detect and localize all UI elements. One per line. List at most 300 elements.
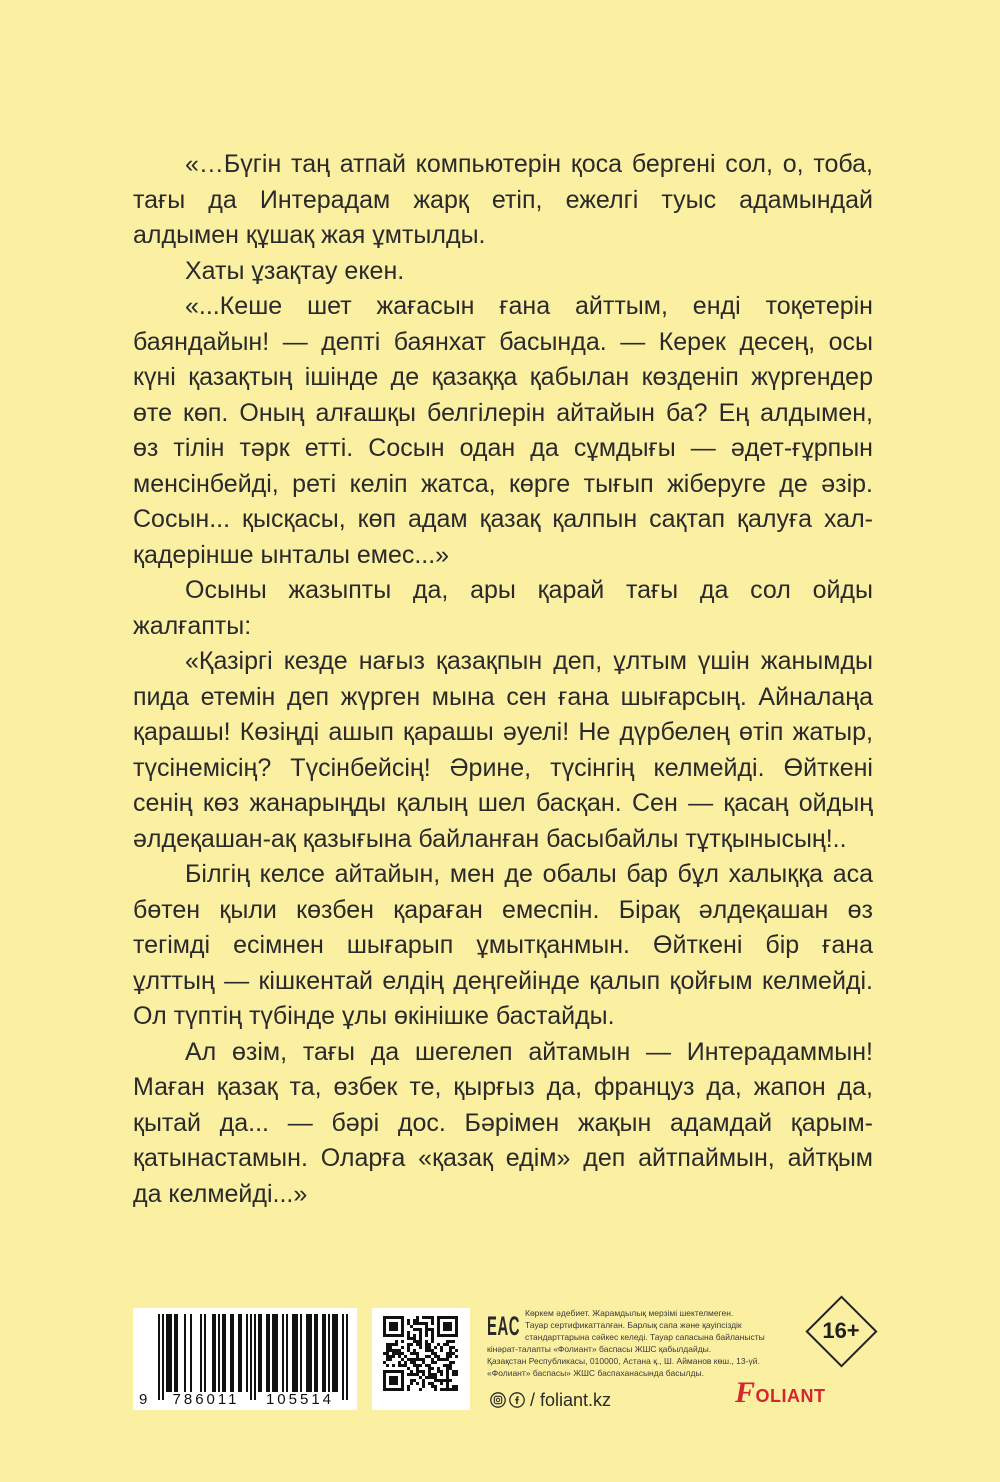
barcode-bar [218, 1314, 220, 1392]
text-line: Маған қазақ та, өзбек те, қырғыз да, француз да, жапон да, [133, 1073, 873, 1101]
text-line: қытай да... — бәрі дос. Бәрімен жақын адамдай қарым- [133, 1108, 873, 1137]
qr-module [410, 1370, 413, 1373]
text-line: Білгің келсе айтайын, мен де обалы бар бұл халыққа аса [185, 860, 873, 888]
qr-module [425, 1376, 428, 1379]
qr-module [422, 1358, 425, 1361]
qr-module [455, 1316, 458, 1319]
qr-module [410, 1382, 413, 1385]
qr-module [386, 1355, 389, 1358]
qr-module [422, 1316, 425, 1319]
qr-module [383, 1331, 386, 1334]
qr-module [392, 1325, 395, 1328]
qr-module [440, 1379, 443, 1382]
qr-module [422, 1370, 425, 1373]
barcode-bar [332, 1314, 334, 1392]
barcode-bar [334, 1314, 336, 1392]
qr-module [413, 1319, 416, 1322]
qr-module [413, 1349, 416, 1352]
qr-module [398, 1355, 401, 1358]
text-line: тегімді есімнен шығарып ұмытқанмын. Өйткені бір ғана [133, 931, 873, 959]
qr-module [395, 1370, 398, 1373]
text-line: «…Бүгін таң атпай компьютерін қоса бергені сол, о, тоба, [185, 150, 873, 178]
qr-module [452, 1373, 455, 1376]
qr-module [449, 1334, 452, 1337]
qr-module [428, 1364, 431, 1367]
qr-module [383, 1370, 386, 1373]
qr-module [431, 1322, 434, 1325]
qr-module [392, 1316, 395, 1319]
qr-module [389, 1343, 392, 1346]
barcode-bar [250, 1314, 252, 1400]
qr-module [431, 1331, 434, 1334]
qr-module [413, 1379, 416, 1382]
text-line: пида етемін деп жүрген мына сен ғана шығарсың. Айналаңа [133, 682, 873, 711]
qr-module [419, 1358, 422, 1361]
text-line: Хаты ұзақтау екен. [185, 256, 405, 285]
qr-module [425, 1349, 428, 1352]
qr-module [419, 1346, 422, 1349]
qr-module [407, 1346, 410, 1349]
qr-module [449, 1322, 452, 1325]
qr-module [407, 1358, 410, 1361]
social-links [490, 1390, 611, 1410]
qr-module [431, 1319, 434, 1322]
barcode-bar [232, 1314, 234, 1392]
qr-module [419, 1388, 422, 1391]
qr-module [410, 1373, 413, 1376]
qr-module [443, 1358, 446, 1361]
qr-module [443, 1325, 446, 1328]
qr-module [383, 1322, 386, 1325]
qr-module [398, 1364, 401, 1367]
qr-module [443, 1388, 446, 1391]
qr-module [386, 1316, 389, 1319]
qr-module [395, 1382, 398, 1385]
qr-module [449, 1346, 452, 1349]
text-line: «Қазіргі кезде нағыз қазақпын деп, ұлтым үшін жанымды [185, 647, 873, 675]
qr-module [401, 1325, 404, 1328]
qr-module [392, 1334, 395, 1337]
barcode-bar [300, 1314, 302, 1392]
qr-module [401, 1358, 404, 1361]
barcode-bar [272, 1314, 274, 1392]
qr-module [431, 1376, 434, 1379]
qr-module [419, 1343, 422, 1346]
qr-module [404, 1361, 407, 1364]
qr-module [431, 1352, 434, 1355]
barcode-bar [230, 1314, 232, 1392]
qr-module [410, 1343, 413, 1346]
qr-module [425, 1316, 428, 1319]
qr-module [425, 1340, 428, 1343]
qr-module [401, 1316, 404, 1319]
qr-module [413, 1361, 416, 1364]
qr-module [446, 1373, 449, 1376]
text-line: Ал өзім, тағы да шегелеп айтамын — Интерадаммын! [185, 1037, 873, 1066]
text-line: өз тілін тәрк етті. Сосын одан да сұмдығы — әдет-ғұрпын [133, 434, 873, 462]
qr-module [386, 1364, 389, 1367]
qr-module [419, 1322, 422, 1325]
text-line: Сосын... қысқасы, көп адам қазақ қалпын сақтап қалуға хал- [133, 505, 873, 533]
text-line: сенің көз жанарыңды қалың шел басқан. Сен — қасаң ойдың [133, 789, 873, 817]
qr-module [386, 1343, 389, 1346]
barcode-bar [240, 1314, 242, 1392]
qr-module [389, 1349, 392, 1352]
qr-module [428, 1316, 431, 1319]
text-line: өте көп. Оның алғашқы белгілерін айтайын ба? Ең алдымен, [133, 398, 873, 427]
barcode-bar [306, 1314, 308, 1392]
legal-text-line: «Фолиант» баспасы» ЖШС баспаханасында басылды. [487, 1368, 704, 1378]
barcode-bar [222, 1314, 224, 1392]
qr-module [404, 1364, 407, 1367]
barcode-bar [336, 1314, 338, 1392]
qr-module [425, 1325, 428, 1328]
qr-module [401, 1322, 404, 1325]
qr-module [437, 1358, 440, 1361]
qr-module [452, 1352, 455, 1355]
qr-module [446, 1343, 449, 1346]
qr-module [413, 1364, 416, 1367]
barcode-bar [274, 1314, 276, 1392]
barcode-bar [328, 1314, 330, 1392]
paragraph [133, 289, 873, 573]
qr-module [449, 1325, 452, 1328]
qr-module [419, 1331, 422, 1334]
qr-module [428, 1328, 431, 1331]
qr-module [398, 1334, 401, 1337]
qr-module [395, 1352, 398, 1355]
text-line: да келмейді...» [133, 1179, 308, 1208]
qr-module [446, 1328, 449, 1331]
barcode-bar [292, 1314, 294, 1392]
qr-module [452, 1388, 455, 1391]
qr-module [428, 1349, 431, 1352]
qr-module [389, 1382, 392, 1385]
barcode-bar [214, 1314, 216, 1392]
qr-module [383, 1373, 386, 1376]
qr-module [401, 1352, 404, 1355]
qr-module [455, 1334, 458, 1337]
qr-module [437, 1328, 440, 1331]
qr-module [428, 1355, 431, 1358]
qr-module [434, 1376, 437, 1379]
barcode-bar [204, 1314, 206, 1392]
qr-module [437, 1343, 440, 1346]
qr-module [431, 1328, 434, 1331]
qr-module [443, 1322, 446, 1325]
qr-module [437, 1331, 440, 1334]
qr-module [434, 1373, 437, 1376]
isbn-barcode [133, 1308, 357, 1410]
qr-module [389, 1370, 392, 1373]
qr-module [407, 1322, 410, 1325]
qr-module [401, 1331, 404, 1334]
qr-module [413, 1373, 416, 1376]
qr-module [401, 1385, 404, 1388]
text-line: жалғапты: [133, 611, 252, 640]
qr-module [428, 1373, 431, 1376]
qr-module [389, 1334, 392, 1337]
barcode-bar [168, 1314, 170, 1392]
qr-module [416, 1373, 419, 1376]
paragraph [133, 857, 873, 1035]
qr-module [431, 1385, 434, 1388]
qr-module [431, 1316, 434, 1319]
qr-module [407, 1388, 410, 1391]
qr-module [395, 1316, 398, 1319]
qr-module [431, 1349, 434, 1352]
qr-module [455, 1349, 458, 1352]
qr-module [416, 1367, 419, 1370]
barcode-bar [170, 1314, 172, 1392]
qr-module [383, 1319, 386, 1322]
qr-module [440, 1334, 443, 1337]
qr-module [389, 1316, 392, 1319]
qr-module [383, 1328, 386, 1331]
qr-module [413, 1337, 416, 1340]
qr-module [422, 1373, 425, 1376]
qr-module [395, 1388, 398, 1391]
qr-module [431, 1382, 434, 1385]
qr-module [410, 1337, 413, 1340]
qr-module [395, 1322, 398, 1325]
qr-module [443, 1316, 446, 1319]
qr-module [425, 1322, 428, 1325]
qr-module [407, 1331, 410, 1334]
qr-module [395, 1325, 398, 1328]
qr-module [452, 1346, 455, 1349]
qr-module [425, 1334, 428, 1337]
legal-text-line: Тауар сертификатталған. Барлық сапа және қауіпсіздік [525, 1320, 742, 1330]
qr-module [452, 1340, 455, 1343]
barcode-bar [346, 1314, 348, 1400]
qr-module [383, 1361, 386, 1364]
barcode-bar [308, 1314, 310, 1392]
qr-module [422, 1382, 425, 1385]
qr-module [389, 1388, 392, 1391]
text-line: менсінбейді, реті келіп жатса, көрге тығып жіберуге де әзір. [133, 469, 873, 498]
qr-module [410, 1361, 413, 1364]
qr-module [419, 1370, 422, 1373]
qr-module [389, 1325, 392, 1328]
barcode-bar [190, 1314, 192, 1392]
qr-module [407, 1385, 410, 1388]
barcode-bar [286, 1314, 288, 1392]
qr-module [413, 1352, 416, 1355]
qr-module [386, 1352, 389, 1355]
qr-module [440, 1358, 443, 1361]
qr-module [407, 1349, 410, 1352]
qr-module [434, 1346, 437, 1349]
text-line: «...Кеше шет жағасын ғана айттым, енді тоқетерін [185, 292, 873, 320]
qr-module [425, 1328, 428, 1331]
barcode-bar [176, 1314, 178, 1392]
qr-module [401, 1376, 404, 1379]
qr-module [455, 1370, 458, 1373]
legal-text-line: стандарттарына сәйкес келеді. Тауар сапасына байланысты [525, 1332, 765, 1342]
legal-text-line: кінәрат-талапты «Фолиант» баспасы ЖШС қабылдайды. [487, 1344, 712, 1354]
qr-module [407, 1337, 410, 1340]
qr-module [455, 1319, 458, 1322]
qr-module [407, 1373, 410, 1376]
qr-module [398, 1349, 401, 1352]
qr-module [449, 1352, 452, 1355]
qr-module [446, 1382, 449, 1385]
qr-module [440, 1373, 443, 1376]
qr-module [455, 1355, 458, 1358]
qr-module [401, 1379, 404, 1382]
qr-module [428, 1376, 431, 1379]
qr-module [431, 1361, 434, 1364]
qr-module [419, 1328, 422, 1331]
qr-module [446, 1352, 449, 1355]
qr-module [446, 1364, 449, 1367]
qr-module [395, 1379, 398, 1382]
text-line: бөтен қыли көзбен қараған емеспін. Бірақ әлдеқашан өз [133, 895, 873, 924]
qr-module [401, 1346, 404, 1349]
barcode-digits-right: 105514 [265, 1391, 335, 1408]
barcode-bar [246, 1314, 248, 1392]
qr-module [443, 1343, 446, 1346]
barcode-bar [282, 1314, 284, 1392]
qr-module [434, 1388, 437, 1391]
qr-module [392, 1349, 395, 1352]
qr-module [392, 1328, 395, 1331]
barcode-bar [254, 1314, 256, 1400]
qr-module [422, 1361, 425, 1364]
qr-module [422, 1385, 425, 1388]
qr-module [392, 1355, 395, 1358]
qr-module [413, 1358, 416, 1361]
qr-code-icon [383, 1316, 458, 1391]
qr-module [437, 1367, 440, 1370]
qr-module [386, 1358, 389, 1361]
qr-module [437, 1334, 440, 1337]
qr-module [383, 1316, 386, 1319]
legal-text-line: Көркем әдебиет. Жарамдылық мерзімі шектелмеген. [525, 1308, 734, 1318]
qr-module [446, 1325, 449, 1328]
qr-module [446, 1322, 449, 1325]
qr-module [416, 1316, 419, 1319]
qr-module [416, 1355, 419, 1358]
qr-module [452, 1385, 455, 1388]
barcode-bar [310, 1314, 312, 1392]
qr-module [446, 1355, 449, 1358]
qr-module [395, 1349, 398, 1352]
qr-module [401, 1388, 404, 1391]
qr-module [407, 1334, 410, 1337]
age-rating-label: 16+ [822, 1318, 860, 1343]
qr-module [386, 1334, 389, 1337]
qr-module [401, 1373, 404, 1376]
qr-module [437, 1316, 440, 1319]
qr-module [398, 1316, 401, 1319]
qr-module [455, 1373, 458, 1376]
qr-module [386, 1370, 389, 1373]
text-line: ұлттың — кішкентай елдің деңгейінде қалып қойғым келмейді. [133, 966, 873, 995]
qr-module [422, 1379, 425, 1382]
qr-module [401, 1340, 404, 1343]
text-line: тағы да Интерадам жарқ етіп, ежелгі туыс адамындай [133, 185, 873, 214]
book-excerpt [133, 147, 873, 1212]
qr-module [395, 1340, 398, 1343]
qr-module [404, 1355, 407, 1358]
qr-module [386, 1346, 389, 1349]
paragraph [133, 573, 873, 644]
text-line: алдымен құшақ жая ұмтылды. [133, 221, 486, 249]
qr-module [449, 1361, 452, 1364]
legal-info [487, 1307, 797, 1379]
qr-module [413, 1328, 416, 1331]
qr-module [440, 1349, 443, 1352]
qr-module [416, 1352, 419, 1355]
qr-module [434, 1379, 437, 1382]
qr-module [425, 1346, 428, 1349]
qr-module [407, 1343, 410, 1346]
qr-module [437, 1319, 440, 1322]
qr-module [434, 1361, 437, 1364]
qr-module [383, 1325, 386, 1328]
qr-module [452, 1316, 455, 1319]
qr-module [416, 1364, 419, 1367]
qr-module [389, 1322, 392, 1325]
qr-module [455, 1388, 458, 1391]
qr-module [455, 1328, 458, 1331]
qr-module [395, 1343, 398, 1346]
qr-module [449, 1388, 452, 1391]
qr-module [449, 1340, 452, 1343]
publisher-logo: FOLIANT [735, 1376, 826, 1409]
text-line: күні қазақтың ішінде де қазаққа қабылан көзденіп жүргендер [133, 363, 873, 391]
qr-module [431, 1358, 434, 1361]
qr-module [446, 1316, 449, 1319]
barcode-bar [266, 1314, 268, 1392]
qr-module [410, 1352, 413, 1355]
qr-module [449, 1379, 452, 1382]
qr-module [419, 1376, 422, 1379]
qr-code-box [372, 1308, 470, 1410]
qr-module [446, 1334, 449, 1337]
qr-module [413, 1340, 416, 1343]
qr-module [395, 1376, 398, 1379]
qr-module [434, 1385, 437, 1388]
qr-module [410, 1379, 413, 1382]
qr-module [446, 1340, 449, 1343]
qr-module [416, 1370, 419, 1373]
qr-module [392, 1376, 395, 1379]
age-rating-badge [805, 1295, 877, 1367]
qr-module [401, 1382, 404, 1385]
qr-module [431, 1367, 434, 1370]
barcode-bar [294, 1314, 296, 1392]
barcode-bar [162, 1314, 164, 1400]
legal-text-line: Қазақстан Республикасы, 010000, Астана қ., Ш. Айманов көш., 13-үй. [487, 1356, 760, 1366]
qr-module [452, 1370, 455, 1373]
qr-module [434, 1352, 437, 1355]
barcode-bar [158, 1314, 160, 1400]
barcode-digits-left: 786011 [172, 1391, 240, 1408]
qr-module [398, 1370, 401, 1373]
qr-module [440, 1346, 443, 1349]
qr-module [446, 1388, 449, 1391]
qr-module [449, 1328, 452, 1331]
qr-module [416, 1328, 419, 1331]
qr-module [428, 1346, 431, 1349]
qr-module [431, 1334, 434, 1337]
qr-module [389, 1346, 392, 1349]
qr-module [428, 1370, 431, 1373]
qr-module [383, 1382, 386, 1385]
